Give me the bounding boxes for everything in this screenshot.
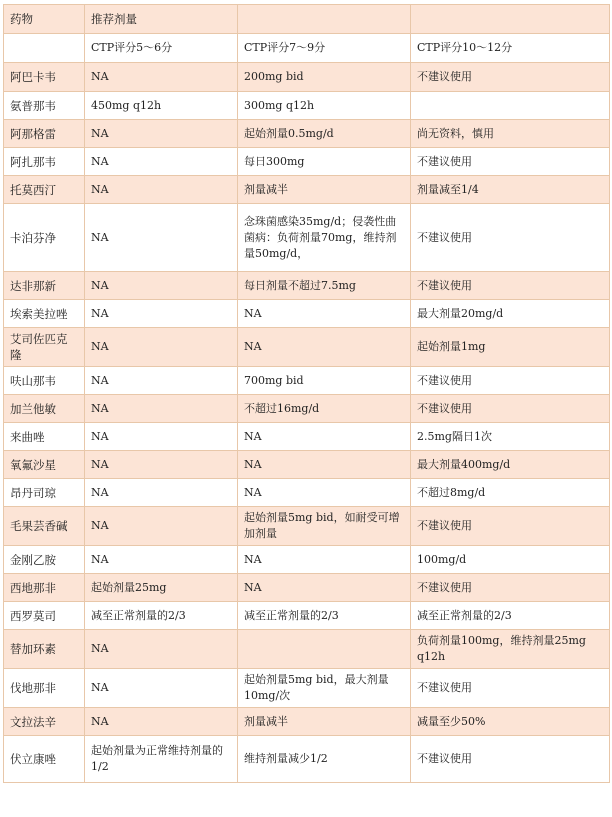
- table-row: [4, 63, 610, 92]
- dose-ctp-10-12-cell: 负荷剂量100mg，维持剂量25mg q12h: [411, 630, 610, 669]
- table-row: [4, 204, 610, 272]
- header-dose: 推荐剂量: [85, 5, 238, 34]
- dose-ctp-7-9-cell: NA: [238, 546, 411, 574]
- dose-ctp-7-9-cell: NA: [238, 300, 411, 328]
- table-row: [4, 479, 610, 507]
- dose-ctp-10-12-cell: 不建议使用: [411, 148, 610, 176]
- drug-dosage-table: [3, 4, 610, 783]
- dose-ctp-10-12-cell: 不建议使用: [411, 507, 610, 546]
- dose-ctp-5-6-cell: NA: [85, 148, 238, 176]
- dose-ctp-10-12-cell: 减量至少50%: [411, 708, 610, 736]
- dose-ctp-5-6-cell: NA: [85, 63, 238, 92]
- drug-name-cell: 文拉法辛: [4, 708, 85, 736]
- drug-name-cell: 昂丹司琼: [4, 479, 85, 507]
- header-row: [4, 5, 610, 34]
- drug-name-cell: 西罗莫司: [4, 602, 85, 630]
- dose-ctp-7-9-cell: 剂量减半: [238, 176, 411, 204]
- dose-ctp-10-12-cell: 2.5mg隔日1次: [411, 423, 610, 451]
- dose-ctp-7-9-cell: 700mg bid: [238, 367, 411, 395]
- drug-name-cell: 金刚乙胺: [4, 546, 85, 574]
- drug-name-cell: 伏立康唑: [4, 736, 85, 783]
- dose-ctp-7-9-cell: 不超过16mg/d: [238, 395, 411, 423]
- dose-ctp-5-6-cell: NA: [85, 507, 238, 546]
- table-row: [4, 120, 610, 148]
- dose-ctp-7-9-cell: 念珠菌感染35mg/d；侵袭性曲菌病：负荷剂量70mg，维持剂量50mg/d，: [238, 204, 411, 272]
- table-row: [4, 546, 610, 574]
- dose-ctp-10-12-cell: 最大剂量20mg/d: [411, 300, 610, 328]
- table-row: [4, 92, 610, 120]
- dose-ctp-10-12-cell: [411, 92, 610, 120]
- drug-name-cell: 阿那格雷: [4, 120, 85, 148]
- drug-name-cell: 阿扎那韦: [4, 148, 85, 176]
- dose-ctp-5-6-cell: NA: [85, 630, 238, 669]
- table-row: [4, 507, 610, 546]
- dose-ctp-5-6-cell: NA: [85, 451, 238, 479]
- table-row: [4, 328, 610, 367]
- table-row: [4, 367, 610, 395]
- dose-ctp-10-12-cell: 不建议使用: [411, 272, 610, 300]
- dose-ctp-7-9-cell: NA: [238, 423, 411, 451]
- drug-name-cell: 艾司佐匹克隆: [4, 328, 85, 367]
- table-row: [4, 300, 610, 328]
- dose-ctp-7-9-cell: NA: [238, 574, 411, 602]
- drug-name-cell: 伐地那非: [4, 669, 85, 708]
- dose-ctp-10-12-cell: 尚无资料，慎用: [411, 120, 610, 148]
- dose-ctp-7-9-cell: NA: [238, 451, 411, 479]
- subheader-ctp-10-12: CTP评分10～12分: [411, 34, 610, 63]
- dose-ctp-5-6-cell: NA: [85, 120, 238, 148]
- drug-name-cell: 替加环素: [4, 630, 85, 669]
- dose-ctp-10-12-cell: 不建议使用: [411, 395, 610, 423]
- header-empty-2: [411, 5, 610, 34]
- dose-ctp-5-6-cell: NA: [85, 708, 238, 736]
- header-empty-1: [238, 5, 411, 34]
- subheader-row: [4, 34, 610, 63]
- table-row: [4, 669, 610, 708]
- drug-name-cell: 达非那新: [4, 272, 85, 300]
- drug-name-cell: 呋山那韦: [4, 367, 85, 395]
- subheader-empty: [4, 34, 85, 63]
- dose-ctp-5-6-cell: NA: [85, 546, 238, 574]
- dose-ctp-7-9-cell: 起始剂量0.5mg/d: [238, 120, 411, 148]
- drug-name-cell: 阿巴卡韦: [4, 63, 85, 92]
- dose-ctp-7-9-cell: 起始剂量5mg bid，如耐受可增加剂量: [238, 507, 411, 546]
- table-row: [4, 736, 610, 783]
- drug-name-cell: 毛果芸香碱: [4, 507, 85, 546]
- dose-ctp-10-12-cell: 100mg/d: [411, 546, 610, 574]
- dose-ctp-5-6-cell: NA: [85, 204, 238, 272]
- dose-ctp-5-6-cell: NA: [85, 479, 238, 507]
- dose-ctp-5-6-cell: 起始剂量25mg: [85, 574, 238, 602]
- dose-ctp-10-12-cell: 剂量减至1/4: [411, 176, 610, 204]
- dose-ctp-7-9-cell: 200mg bid: [238, 63, 411, 92]
- drug-name-cell: 卡泊芬净: [4, 204, 85, 272]
- drug-name-cell: 埃索美拉唑: [4, 300, 85, 328]
- dose-ctp-10-12-cell: 不建议使用: [411, 574, 610, 602]
- table-row: [4, 602, 610, 630]
- dose-ctp-5-6-cell: NA: [85, 300, 238, 328]
- dose-ctp-10-12-cell: 不超过8mg/d: [411, 479, 610, 507]
- subheader-ctp-5-6: CTP评分5～6分: [85, 34, 238, 63]
- dose-ctp-5-6-cell: NA: [85, 423, 238, 451]
- subheader-ctp-7-9: CTP评分7～9分: [238, 34, 411, 63]
- drug-name-cell: 西地那非: [4, 574, 85, 602]
- header-drug: 药物: [4, 5, 85, 34]
- table-row: [4, 272, 610, 300]
- dose-ctp-10-12-cell: 不建议使用: [411, 736, 610, 783]
- table-row: [4, 423, 610, 451]
- dose-ctp-5-6-cell: NA: [85, 328, 238, 367]
- dose-ctp-5-6-cell: NA: [85, 669, 238, 708]
- dose-ctp-7-9-cell: 剂量减半: [238, 708, 411, 736]
- dose-ctp-5-6-cell: 减至正常剂量的2/3: [85, 602, 238, 630]
- dose-ctp-7-9-cell: [238, 630, 411, 669]
- dose-ctp-10-12-cell: 不建议使用: [411, 204, 610, 272]
- dose-ctp-7-9-cell: 起始剂量5mg bid，最大剂量10mg/次: [238, 669, 411, 708]
- dose-ctp-10-12-cell: 不建议使用: [411, 63, 610, 92]
- drug-name-cell: 托莫西汀: [4, 176, 85, 204]
- dose-ctp-7-9-cell: NA: [238, 479, 411, 507]
- dose-ctp-5-6-cell: NA: [85, 395, 238, 423]
- dose-ctp-5-6-cell: 起始剂量为正常维持剂量的1/2: [85, 736, 238, 783]
- dose-ctp-10-12-cell: 起始剂量1mg: [411, 328, 610, 367]
- table-body: [4, 5, 610, 783]
- table-row: [4, 395, 610, 423]
- dose-ctp-10-12-cell: 不建议使用: [411, 367, 610, 395]
- dose-ctp-5-6-cell: 450mg q12h: [85, 92, 238, 120]
- dose-ctp-5-6-cell: NA: [85, 272, 238, 300]
- table-row: [4, 451, 610, 479]
- drug-name-cell: 加兰他敏: [4, 395, 85, 423]
- table-row: [4, 148, 610, 176]
- dose-ctp-10-12-cell: 减至正常剂量的2/3: [411, 602, 610, 630]
- dose-ctp-7-9-cell: 每日300mg: [238, 148, 411, 176]
- drug-name-cell: 氧氟沙星: [4, 451, 85, 479]
- dose-ctp-7-9-cell: 每日剂量不超过7.5mg: [238, 272, 411, 300]
- dose-ctp-7-9-cell: 300mg q12h: [238, 92, 411, 120]
- drug-name-cell: 氨普那韦: [4, 92, 85, 120]
- table-row: [4, 176, 610, 204]
- table-row: [4, 630, 610, 669]
- dose-ctp-7-9-cell: 减至正常剂量的2/3: [238, 602, 411, 630]
- dose-ctp-7-9-cell: 维持剂量减少1/2: [238, 736, 411, 783]
- drug-name-cell: 来曲唑: [4, 423, 85, 451]
- dose-ctp-5-6-cell: NA: [85, 367, 238, 395]
- table-row: [4, 574, 610, 602]
- dose-ctp-5-6-cell: NA: [85, 176, 238, 204]
- table-row: [4, 708, 610, 736]
- dose-ctp-10-12-cell: 最大剂量400mg/d: [411, 451, 610, 479]
- dose-ctp-7-9-cell: NA: [238, 328, 411, 367]
- dose-ctp-10-12-cell: 不建议使用: [411, 669, 610, 708]
